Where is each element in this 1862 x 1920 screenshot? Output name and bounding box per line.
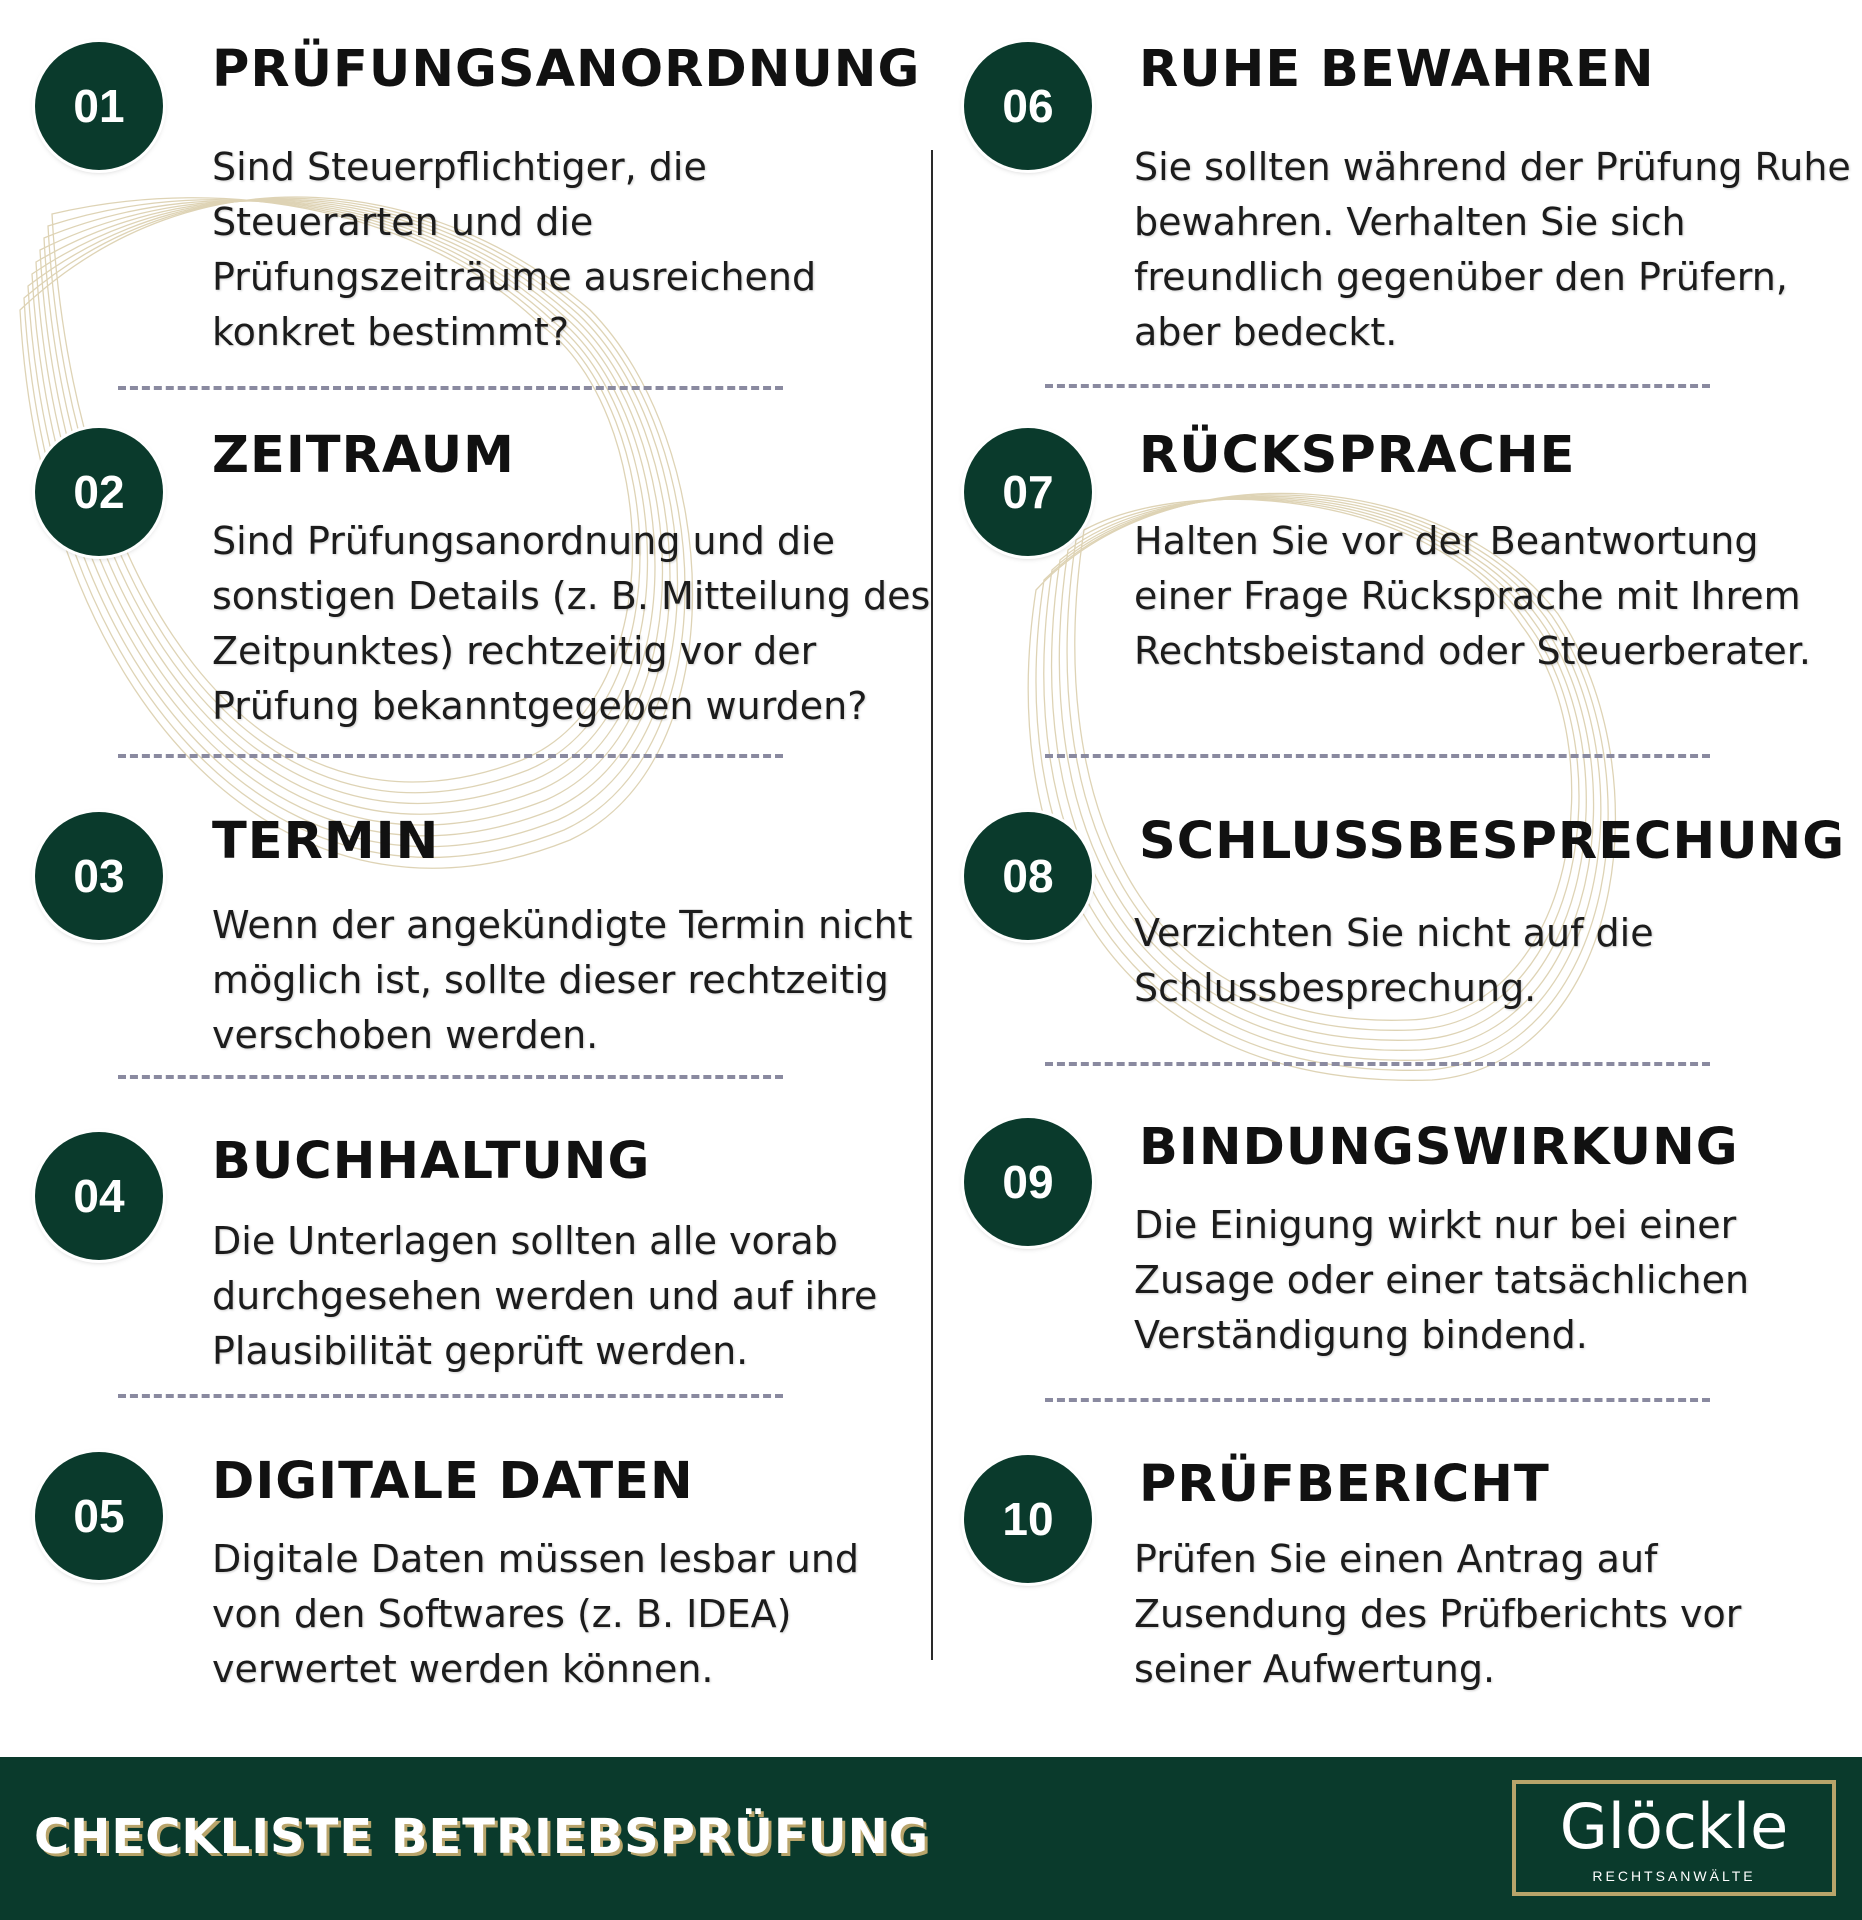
item-text: Wenn der angekündigte Termin nicht möglich ist, sollte dieser rechtzeitig verschoben werden.: [212, 903, 913, 1057]
item-number-badge: 03: [35, 812, 163, 940]
item-title: DIGITALE DATEN: [212, 1452, 694, 1511]
item-text: Sie sollten während der Prüfung Ruhe bewahren. Verhalten Sie sich freundlich gegenüber den Prüfern, aber bedeckt.: [1134, 145, 1851, 354]
item-title: BUCHHALTUNG: [212, 1132, 651, 1191]
item-number-badge: 04: [35, 1132, 163, 1260]
footer-bar: [0, 1757, 1862, 1920]
item-title: BINDUNGSWIRKUNG: [1139, 1118, 1739, 1177]
item-number-badge: 08: [964, 812, 1092, 940]
dashed-separator: [1045, 1062, 1710, 1066]
dashed-separator: [118, 754, 783, 758]
brand-logo: [1512, 1780, 1836, 1896]
item-number-badge: 10: [964, 1455, 1092, 1583]
item-text: Prüfen Sie einen Antrag auf Zusendung des Prüfberichts vor seiner Aufwertung.: [1134, 1537, 1742, 1691]
item-title: PRÜFBERICHT: [1139, 1455, 1550, 1514]
dashed-separator: [118, 1075, 783, 1079]
item-number-badge: 06: [964, 42, 1092, 170]
item-text: Die Unterlagen sollten alle vorab durchgesehen werden und auf ihre Plausibilität geprüft werden.: [212, 1219, 878, 1373]
logo-subtitle: RECHTSANWÄLTE: [1592, 1868, 1756, 1884]
footer-title: CHECKLISTE BETRIEBSPRÜFUNG: [34, 1809, 930, 1865]
dashed-separator: [118, 1394, 783, 1398]
item-number-badge: 09: [964, 1118, 1092, 1246]
dashed-separator: [118, 386, 783, 390]
item-title: RÜCKSPRACHE: [1139, 426, 1576, 485]
item-title: ZEITRAUM: [212, 426, 515, 485]
dashed-separator: [1045, 1398, 1710, 1402]
logo-wordmark: Glöckle: [1559, 1790, 1789, 1863]
item-text: Digitale Daten müssen lesbar und von den Softwares (z. B. IDEA) verwertet werden können.: [212, 1537, 860, 1691]
item-text: Verzichten Sie nicht auf die Schlussbesprechung.: [1134, 911, 1654, 1010]
item-number-badge: 05: [35, 1452, 163, 1580]
item-number-badge: 07: [964, 428, 1092, 556]
item-title: SCHLUSSBESPRECHUNG: [1139, 812, 1846, 871]
item-title: TERMIN: [212, 812, 440, 871]
item-text: Sind Prüfungsanordnung und die sonstigen Details (z. B. Mitteilung des Zeitpunktes) rechtzeitig vor der Prüfung bekanntgegeben wurden?: [212, 519, 931, 728]
item-number-badge: 02: [35, 428, 163, 556]
item-text: Die Einigung wirkt nur bei einer Zusage oder einer tatsächlichen Verständigung bindend.: [1134, 1203, 1750, 1357]
dashed-separator: [1045, 754, 1710, 758]
dashed-separator: [1045, 384, 1710, 388]
item-text: Halten Sie vor der Beantwortung einer Frage Rücksprache mit Ihrem Rechtsbeistand oder Steuerberater.: [1134, 519, 1811, 673]
item-title: RUHE BEWAHREN: [1139, 40, 1655, 99]
item-title: PRÜFUNGSANORDNUNG: [212, 40, 921, 99]
item-number-badge: 01: [35, 42, 163, 170]
item-text: Sind Steuerpflichtiger, die Steuerarten und die Prüfungszeiträume ausreichend konkret bestimmt?: [212, 145, 817, 354]
